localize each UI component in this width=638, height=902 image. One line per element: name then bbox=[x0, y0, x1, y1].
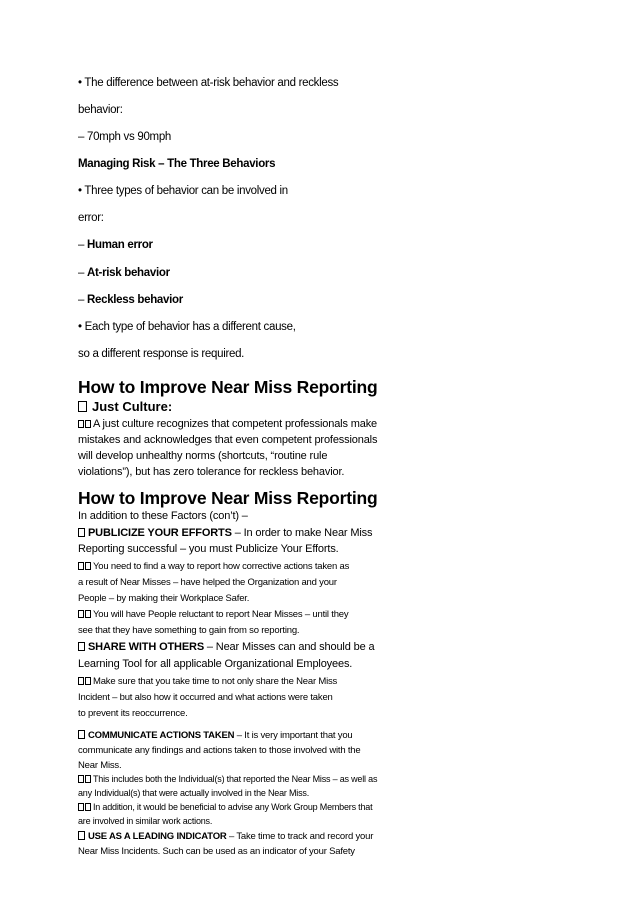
body-line: a result of Near Misses – have helped the Organization and your bbox=[78, 577, 337, 588]
section-heading: How to Improve Near Miss Reporting bbox=[78, 377, 378, 397]
bullet-box-icon bbox=[85, 803, 91, 811]
dash: – bbox=[78, 239, 87, 251]
bullet-box-icon bbox=[78, 401, 87, 412]
publicize-heading: PUBLICIZE YOUR EFFORTS bbox=[88, 527, 232, 539]
bullet-box-icon bbox=[78, 642, 85, 651]
dash: – bbox=[78, 267, 87, 279]
bullet-box-icon bbox=[78, 610, 84, 618]
share-heading: SHARE WITH OTHERS bbox=[88, 641, 205, 653]
bullet-box-icon bbox=[78, 562, 84, 570]
body-line: any Individual(s) that were actually involved in the Near Miss. bbox=[78, 788, 310, 798]
note-heading: Managing Risk – The Three Behaviors bbox=[78, 158, 276, 170]
body-line: Make sure that you take time to not only share the Near Miss bbox=[78, 676, 337, 687]
body-line: In addition, it would be beneficial to advise any Work Group Members that bbox=[78, 802, 372, 812]
body-line: Near Miss. bbox=[78, 760, 122, 771]
note-line bbox=[78, 239, 153, 251]
communicate-heading: COMMUNICATE ACTIONS TAKEN bbox=[88, 730, 235, 741]
body-line: are involved in similar work actions. bbox=[78, 816, 213, 826]
body-line: Incident – but also how it occurred and what actions were taken bbox=[78, 692, 333, 703]
bullet-box-icon bbox=[78, 528, 85, 537]
body-line: mistakes and acknowledges that even competent professionals bbox=[78, 434, 378, 446]
body-line: You will have People reluctant to report Near Misses – until they bbox=[78, 609, 348, 620]
behavior-reckless: Reckless behavior bbox=[87, 294, 183, 306]
note-line bbox=[78, 267, 170, 279]
body-line: PUBLICIZE YOUR EFFORTS – In order to make Near Miss bbox=[78, 527, 372, 539]
section-heading: How to Improve Near Miss Reporting bbox=[78, 488, 378, 508]
bullet-box-icon bbox=[85, 420, 91, 428]
body-line: Near Miss Incidents. Such can be used as an indicator of your Safety bbox=[78, 846, 355, 857]
bullet-box-icon bbox=[78, 803, 84, 811]
note-line: • Three types of behavior can be involved in bbox=[78, 185, 288, 197]
body-line: Learning Tool for all applicable Organizational Employees. bbox=[78, 658, 353, 670]
body-line: communicate any findings and actions taken to those involved with the bbox=[78, 745, 361, 756]
bullet-box-icon bbox=[85, 775, 91, 783]
body-line: Reporting successful – you must Publicize Your Efforts. bbox=[78, 543, 339, 555]
body-line: People – by making their Workplace Safer. bbox=[78, 593, 250, 604]
body-line: In addition to these Factors (con’t) – bbox=[78, 510, 248, 522]
note-line: behavior: bbox=[78, 104, 123, 116]
leading-indicator-heading: USE AS A LEADING INDICATOR bbox=[88, 831, 227, 842]
body-line: SHARE WITH OTHERS – Near Misses can and should be a bbox=[78, 641, 374, 653]
bullet-box-icon bbox=[78, 420, 84, 428]
body-line: USE AS A LEADING INDICATOR – Take time to track and record your bbox=[78, 831, 373, 842]
body-line: You need to find a way to report how corrective actions taken as bbox=[78, 561, 349, 572]
note-line bbox=[78, 294, 183, 306]
dash: – bbox=[78, 294, 87, 306]
note-line: so a different response is required. bbox=[78, 348, 245, 360]
body-line: COMMUNICATE ACTIONS TAKEN – It is very important that you bbox=[78, 730, 353, 741]
note-line: • Each type of behavior has a different cause, bbox=[78, 321, 296, 333]
note-line: • The difference between at-risk behavior and reckless bbox=[78, 77, 339, 89]
bullet-box-icon bbox=[85, 677, 91, 685]
body-line: to prevent its reoccurrence. bbox=[78, 708, 188, 719]
body-line: see that they have something to gain from so reporting. bbox=[78, 625, 300, 636]
bullet-box-icon bbox=[78, 730, 85, 739]
behavior-human-error: Human error bbox=[87, 239, 153, 251]
body-line: This includes both the Individual(s) that reported the Near Miss – as well as bbox=[78, 774, 377, 784]
body-line: violations”), but has zero tolerance for reckless behavior. bbox=[78, 466, 345, 478]
bullet-box-icon bbox=[78, 775, 84, 783]
behavior-at-risk: At-risk behavior bbox=[87, 267, 170, 279]
bullet-box-icon bbox=[85, 610, 91, 618]
bullet-box-icon bbox=[78, 677, 84, 685]
body-line: A just culture recognizes that competent professionals make bbox=[78, 418, 377, 430]
bullet-box-icon bbox=[78, 831, 85, 840]
bullet-box-icon bbox=[85, 562, 91, 570]
note-line: – 70mph vs 90mph bbox=[78, 131, 172, 143]
subheading: Just Culture: bbox=[78, 399, 172, 414]
body-line: will develop unhealthy norms (shortcuts, “routine rule bbox=[78, 450, 328, 462]
note-line: error: bbox=[78, 212, 104, 224]
